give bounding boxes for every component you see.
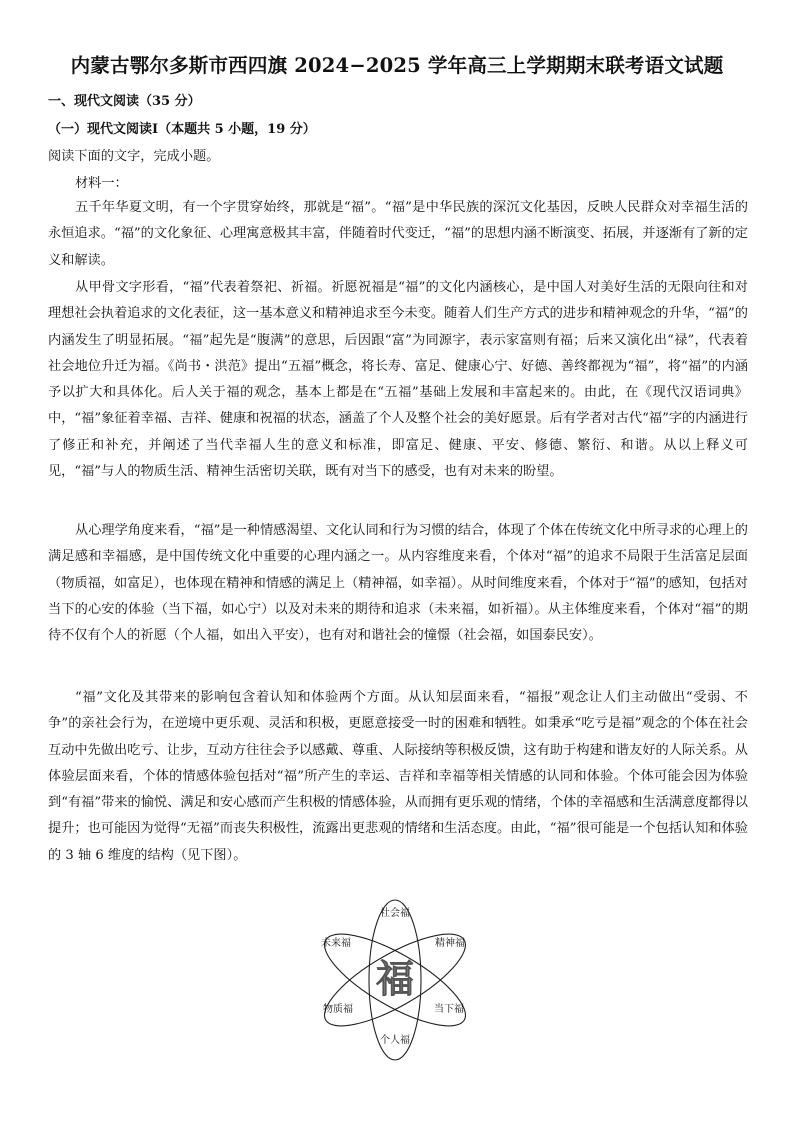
- label-social-fu: 社会福: [380, 908, 410, 919]
- label-personal-fu: 个人福: [380, 1035, 410, 1046]
- paragraph-3: 从心理学角度来看，“福”是一种情感渴望、文化认同和行为习惯的结合，体现了个体在传统文化中所寻求的心理上的满足感和幸福感，是中国传统文化中重要的心理内涵之一。从内容维度来看，个体对“福”的追求不局限于生活富足层面（物质福，如富足），也体现在精神和情感的满足上（精神福，如幸福）。从时间维度来看，个体对于“福”的感知，包括对当下的心安的体验（当下福，如心宁）以及对未来的期待和追求（未来福，如祈福）。从主体维度来看，个体对“福”的期待不仅有个人的祈愿（个人福，如出入平安），也有对和谐社会的憧憬（社会福，如国泰民安）。: [48, 523, 748, 644]
- fu-character-logo: 福: [375, 956, 415, 1001]
- label-future-fu: 未来福: [321, 938, 351, 949]
- instruction-text: 阅读下面的文字，完成小题。: [48, 149, 220, 164]
- paragraph-4: “福”文化及其带来的影响包含着认知和体验两个方面。从认知层面来看，“福报”观念让人们主动做出“受弱、不争”的亲社会行为，在逆境中更乐观、灵活和积极，更愿意接受一时的困难和牺牲。如秉承“吃亏是福”观念的个体在社会互动中先做出吃亏、让步，互动方往往会予以感戴、尊重、人际接纳等积极反馈，这有助于构建和谐友好的人际关系。从体验层面来看，个体的情感体验包括对“福”所产生的幸运、吉祥和幸福等相关情感的认同和体验。个体可能会因为体验到“有福”带来的愉悦、满足和安心感而产生积极的情感体验，从而拥有更乐观的情绪，个体的幸福感和生活满意度都得以提升；也可能因为觉得“无福”而丧失积极性，流露出更悲观的情绪和生活态度。由此，“福”很可能是一个包括认知和体验的 3 轴 6 维度的结构（见下图）。: [48, 690, 748, 863]
- section-heading: 一、现代文阅读（35 分）: [48, 94, 201, 109]
- paragraph-2: 从甲骨文字形看，“福”代表着祭祀、祈福。祈愿祝福是“福”的文化内涵核心，是中国人对美好生活的无限向往和对理想社会执着追求的文化表征，这一基本意义和精神追求至今未变。随着人们生产方式的进步和精神观念的升华，“福”的内涵发生了明显拓展。“福”起先是“腹满”的意思，后因跟“富”为同源字，表示家富则有福；后来又演化出“禄”，代表着社会地位升迁为福。《尚书・洪范》提出“五福”概念，将长寿、富足、健康心宁、好德、善终都视为“福”，将“福”的内涵予以扩大和具体化。后人关于福的观念，基本上都是在“五福”基础上发展和丰富起来的。由此，在《现代汉语词典》中，“福”象征着幸福、吉祥、健康和祝福的状态，涵盖了个人及整个社会的美好愿景。后有学者对古代“福”字的内涵进行了修正和补充，并阐述了当代幸福人生的意义和标准，即富足、健康、平安、修德、繁衍、和谐。从以上释义可见，“福”与人的物质生活、精神生活密切关联，既有对当下的感受，也有对未来的盼望。: [48, 280, 748, 480]
- label-material-fu: 物质福: [323, 1004, 353, 1015]
- paragraph-1: 五千年华夏文明，有一个字贯穿始终，那就是“福”。“福”是中华民族的深沉文化基因，反映人民群众对幸福生活的永恒追求。“福”的文化象征、心理寓意极其丰富，伴随着时代变迁，“福”的思想内涵不断演变、拓展，并逐渐有了新的定义和解读。: [48, 200, 748, 268]
- fu-structure-diagram: [310, 895, 480, 1065]
- page-title: 内蒙古鄂尔多斯市西四旗 2024−2025 学年高三上学期期末联考语文试题: [70, 54, 724, 77]
- label-present-fu: 当下福: [434, 1004, 464, 1015]
- subsection-heading: （一）现代文阅读Ⅰ（本题共 5 小题，19 分）: [48, 122, 316, 137]
- label-spiritual-fu: 精神福: [435, 938, 465, 949]
- material-label: 材料一：: [75, 176, 128, 191]
